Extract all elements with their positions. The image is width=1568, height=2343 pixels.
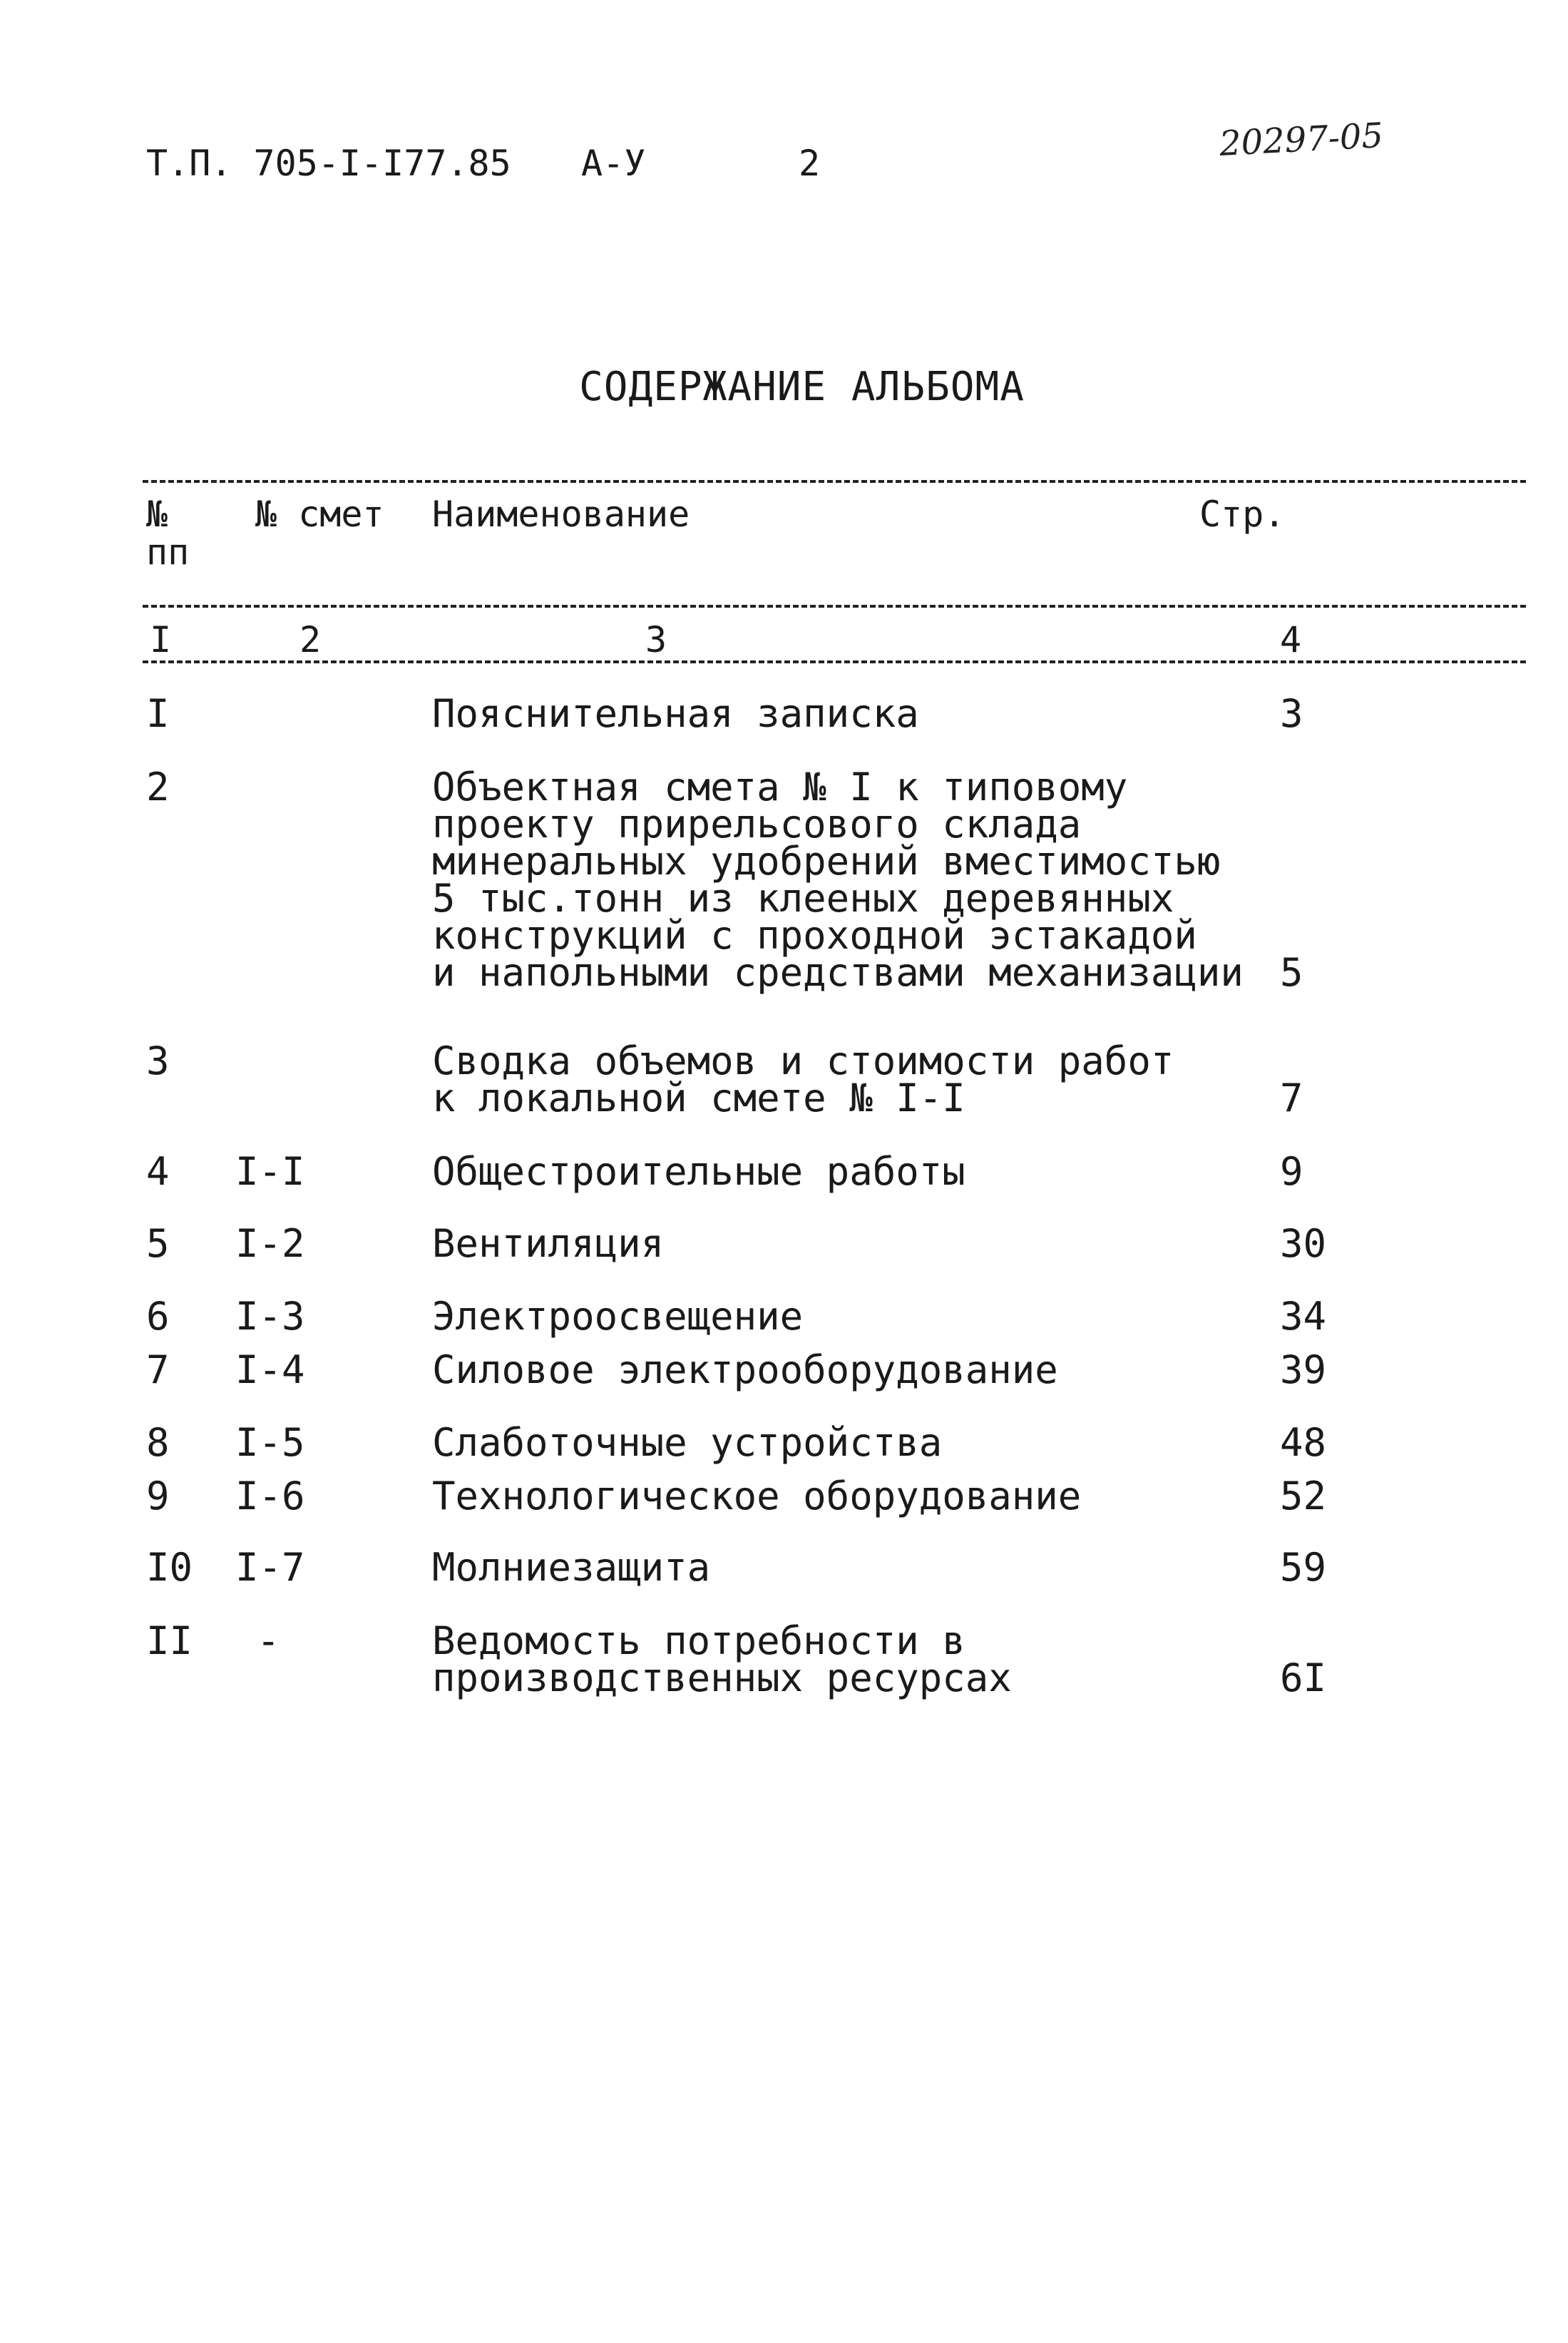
column-number-1: I: [150, 619, 172, 660]
row-page: 48: [1280, 1420, 1327, 1465]
row-number: I0: [146, 1545, 193, 1590]
row-page: 34: [1280, 1294, 1327, 1339]
column-header-no-sub: пп: [146, 531, 190, 573]
table-top-rule: [143, 480, 1526, 483]
row-name: Технологическое оборудование: [432, 1474, 1082, 1518]
row-name-line: и напольными средствами механизации: [432, 950, 1244, 995]
row-name-line: Ведомость потребности в: [432, 1618, 965, 1663]
column-header-no: №: [146, 494, 168, 535]
row-number: 6: [146, 1294, 170, 1339]
column-number-2: 2: [299, 619, 322, 660]
row-name-line: проекту прирельсового склада: [432, 802, 1082, 847]
row-page: 59: [1280, 1545, 1327, 1590]
row-name: Пояснительная записка: [432, 691, 919, 736]
row-estimate: I-5: [235, 1420, 305, 1465]
sheet-number: 2: [799, 143, 821, 184]
column-header-page: Стр.: [1199, 494, 1286, 535]
row-name-line: производственных ресурсах: [432, 1655, 1012, 1700]
column-number-4: 4: [1280, 619, 1302, 660]
row-number: 5: [146, 1221, 170, 1266]
row-number: 4: [146, 1149, 170, 1194]
handwritten-inventory-number: 20297-05: [1218, 116, 1385, 164]
row-name: Общестроительные работы: [432, 1149, 965, 1194]
row-page: 7: [1280, 1076, 1303, 1121]
page-title: СОДЕРЖАНИЕ АЛЬБОМА: [579, 364, 1025, 410]
row-number: 7: [146, 1347, 170, 1392]
album-code: А-У: [581, 143, 646, 184]
row-name: Слаботочные устройства: [432, 1420, 943, 1465]
row-number: 3: [146, 1038, 170, 1083]
row-name: Вентиляция: [432, 1221, 665, 1266]
row-number: I: [146, 691, 170, 736]
row-name: Силовое электрооборудование: [432, 1347, 1058, 1392]
row-name-line: Сводка объемов и стоимости работ: [432, 1038, 1174, 1083]
row-page: 6I: [1280, 1655, 1327, 1700]
row-estimate: I-I: [235, 1149, 305, 1194]
row-estimate: I-2: [235, 1221, 305, 1266]
row-name: Молниезащита: [432, 1545, 711, 1590]
row-name-line: Объектная смета № I к типовому: [432, 765, 1128, 810]
row-page: 5: [1280, 950, 1303, 995]
row-estimate: I-3: [235, 1294, 305, 1339]
row-estimate: -: [257, 1618, 280, 1663]
row-name-line: к локальной смете № I-I: [432, 1076, 965, 1121]
document-designation: Т.П. 705-I-I77.85: [146, 143, 511, 184]
row-name-line: конструкций с проходной эстакадой: [432, 913, 1197, 958]
row-estimate: I-4: [235, 1347, 305, 1392]
row-page: 9: [1280, 1149, 1303, 1194]
row-page: 30: [1280, 1221, 1327, 1266]
row-page: 39: [1280, 1347, 1327, 1392]
row-number: 9: [146, 1474, 170, 1518]
row-name: Электроосвещение: [432, 1294, 804, 1339]
row-number: 8: [146, 1420, 170, 1465]
column-header-name: Наименование: [432, 494, 690, 535]
column-number-3: 3: [645, 619, 667, 660]
column-header-estimate: № смет: [255, 494, 384, 535]
row-estimate: I-6: [235, 1474, 305, 1518]
row-number: 2: [146, 765, 170, 810]
row-page: 52: [1280, 1474, 1327, 1518]
row-estimate: I-7: [235, 1545, 305, 1590]
row-page: 3: [1280, 691, 1303, 736]
row-name-line: 5 тыс.тонн из клееных деревянных: [432, 876, 1174, 921]
table-numbers-rule: [143, 660, 1526, 663]
row-number: II: [146, 1618, 193, 1663]
row-name-line: минеральных удобрений вместимостью: [432, 839, 1221, 884]
table-header-rule: [143, 605, 1526, 608]
